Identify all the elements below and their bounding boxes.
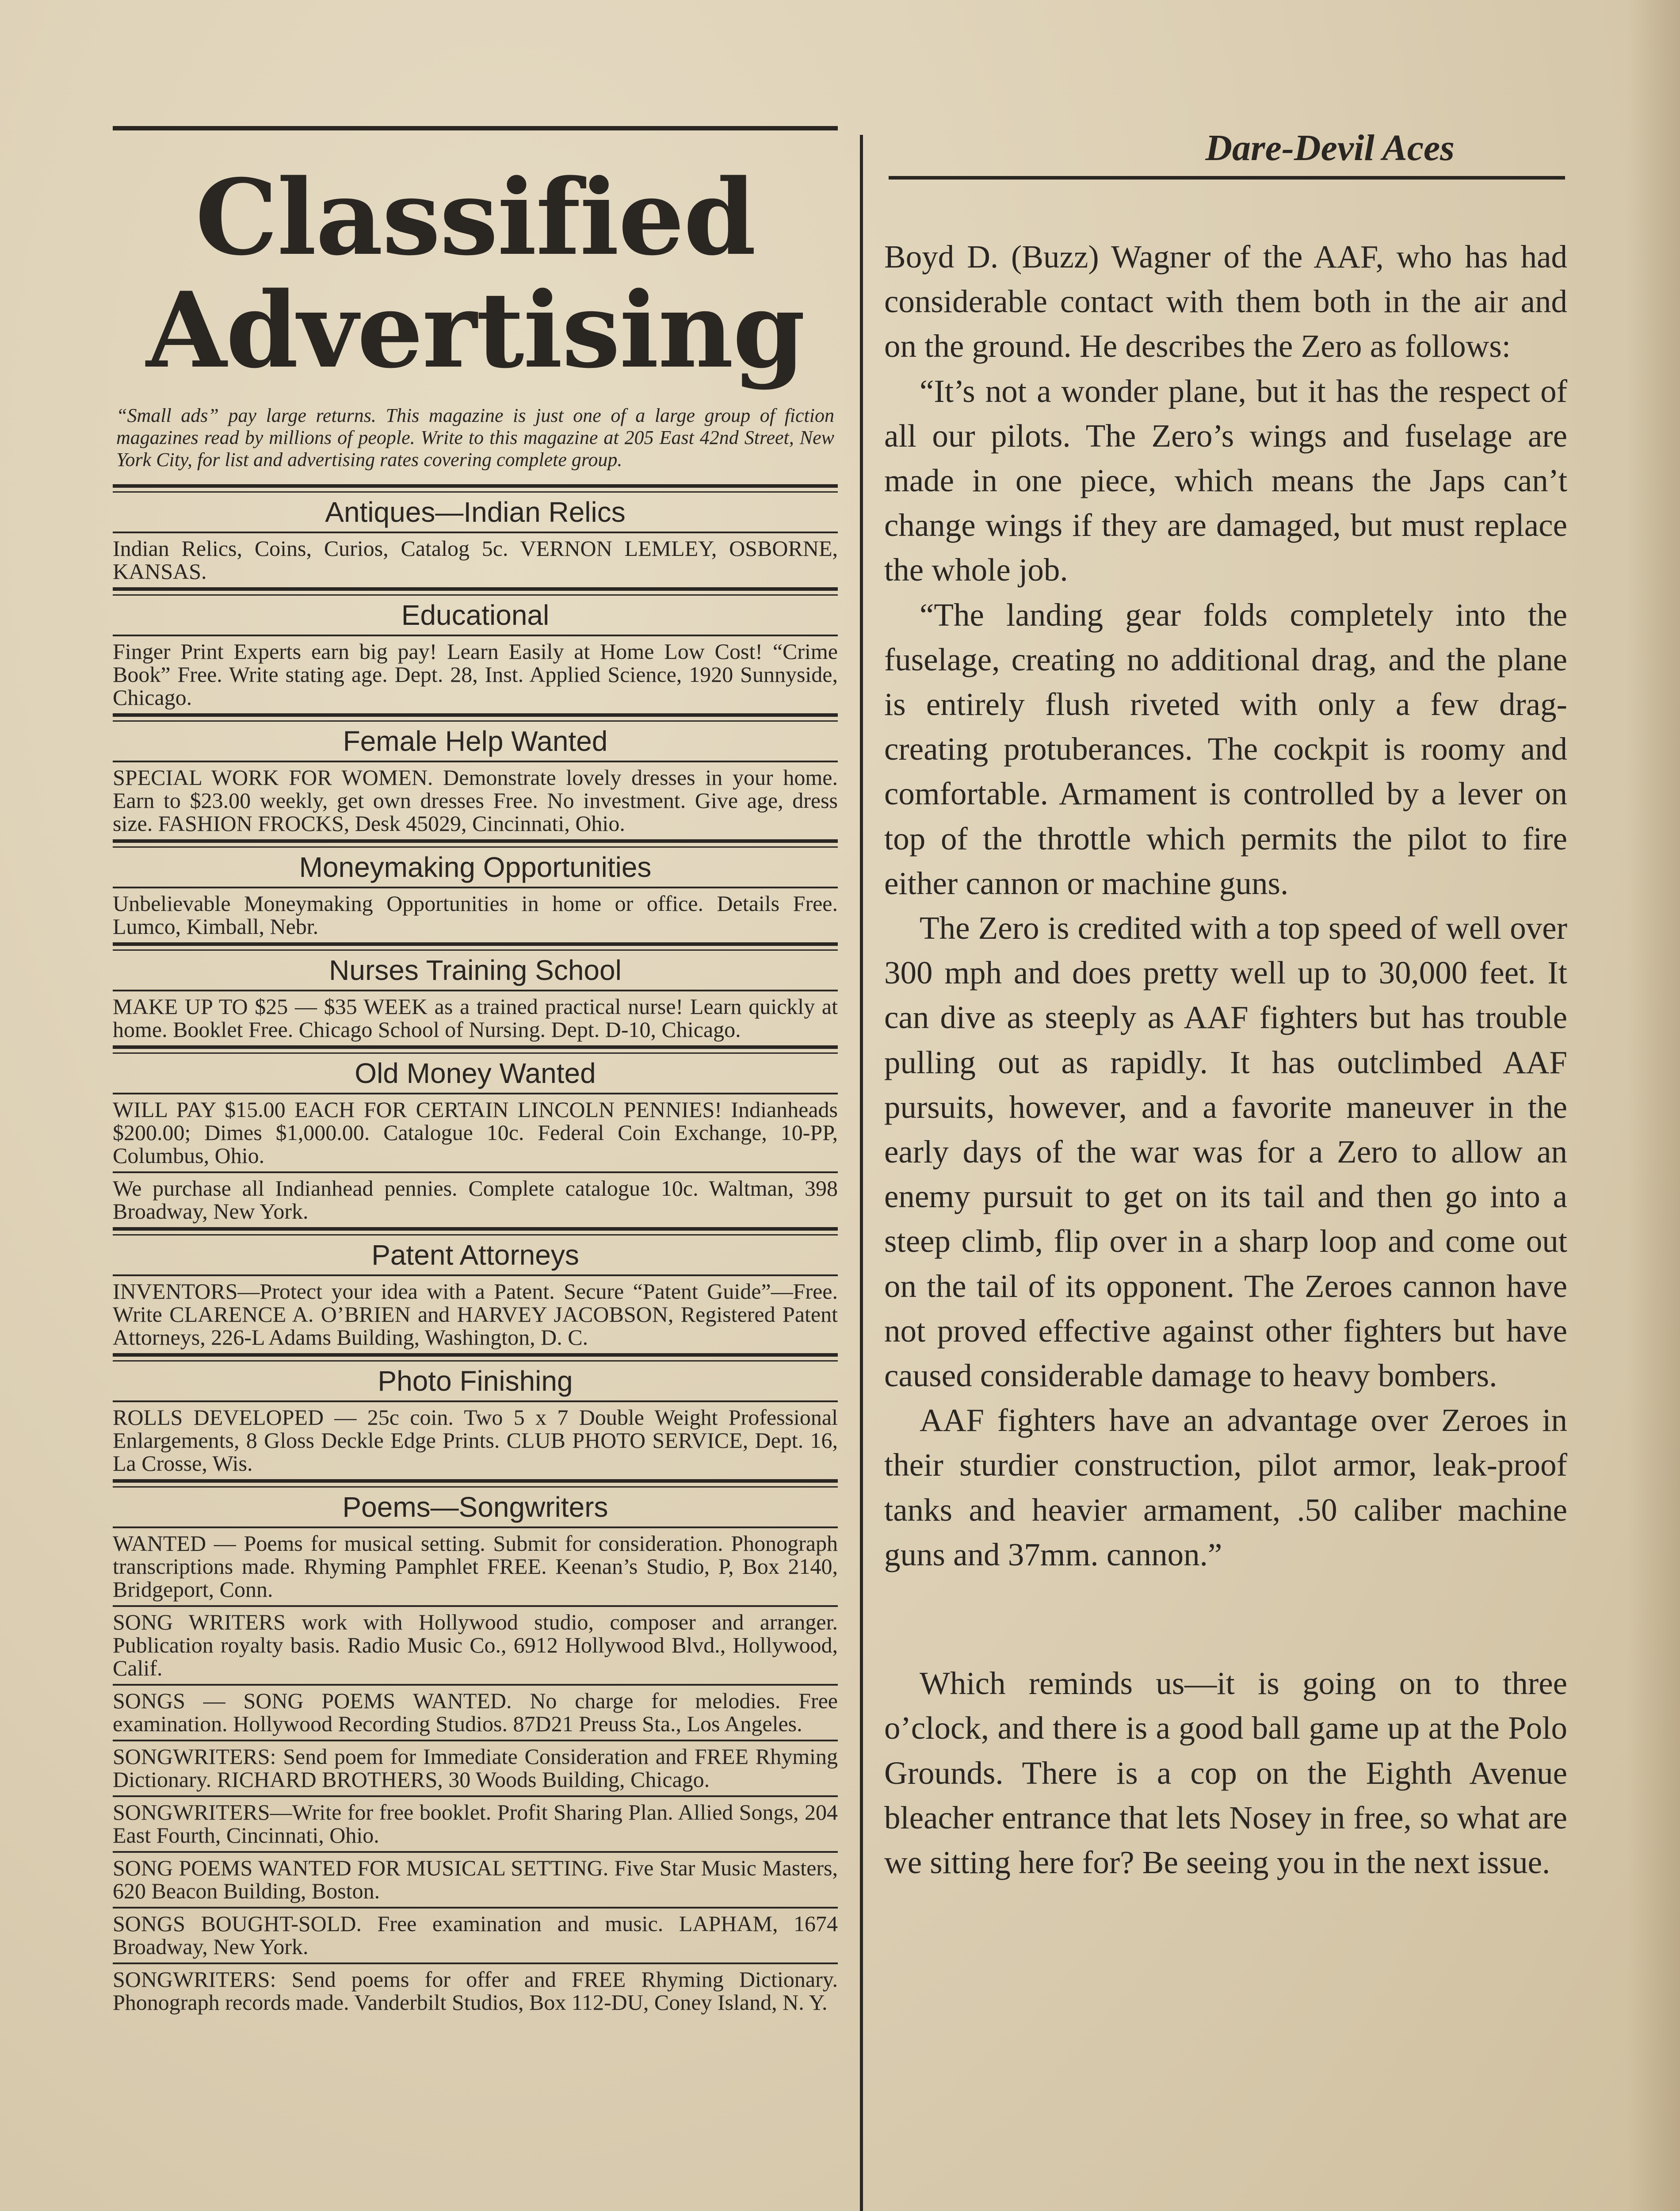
classified-ad: Finger Print Experts earn big pay! Learn Easily at Home Low Cost! “Crime Book” Free. Write stating age. Dept. 28, Inst. Applied Science, 1920 Sunnyside, Chicago. bbox=[113, 639, 838, 710]
title-line-2: Advertising bbox=[146, 269, 805, 391]
classified-ad: SONGWRITERS: Send poems for offer and FREE Rhyming Dictionary. Phonograph records made. Vanderbilt Studios, Box 112-DU, Coney Island, N. Y. bbox=[113, 1967, 838, 2015]
classified-ad: SONG WRITERS work with Hollywood studio, composer and arranger. Publication royalty basis. Radio Music Co., 6912 Hollywood Blvd., Hollywood, Calif. bbox=[113, 1610, 838, 1680]
category-heading: Photo Finishing bbox=[378, 1365, 573, 1397]
classified-ad: SONGS — SONG POEMS WANTED. No charge for melodies. Free examination. Hollywood Recording Studios. 87D21 Preuss Sta., Los Angeles. bbox=[113, 1688, 838, 1736]
category-heading: Old Money Wanted bbox=[355, 1057, 596, 1089]
category-heading: Patent Attorneys bbox=[371, 1239, 579, 1271]
classified-ad: ROLLS DEVELOPED — 25c coin. Two 5 x 7 Double Weight Professional Enlargements, 8 Gloss Deckle Edge Prints. CLUB PHOTO SERVICE, Dept. 16, La Crosse, Wis. bbox=[113, 1405, 838, 1476]
classified-ad: SONGWRITERS: Send poem for Immediate Consideration and FREE Rhyming Dictionary. RICHARD BROTHERS, 30 Woods Building, Chicago. bbox=[113, 1744, 838, 1792]
intro-text: “Small ads” pay large returns. This magazine is just one of a large group of fiction magazines read by millions of people. Write to this magazine at 205 East 42nd Street, New York City, for list and advertising rates covering complete group. bbox=[116, 405, 834, 471]
classified-ad: INVENTORS—Protect your idea with a Patent. Secure “Patent Guide”—Free. Write CLARENCE A. O’BRIEN and HARVEY JACOBSON, Registered Patent Attorneys, 226-L Adams Building, Washington, D. C. bbox=[113, 1279, 838, 1350]
article-paragraph: AAF fighters have an advantage over Zeroes in their sturdier construction, pilot armor, leak-proof tanks and heavier armament, .50 caliber machine guns and 37mm. cannon.” bbox=[884, 1402, 1567, 1572]
category-heading: Antiques—Indian Relics bbox=[325, 496, 626, 528]
running-head-rule bbox=[889, 176, 1565, 180]
classified-ad: Indian Relics, Coins, Curios, Catalog 5c. VERNON LEMLEY, OSBORNE, KANSAS. bbox=[113, 536, 838, 584]
article-paragraph: “The landing gear folds completely into the fuselage, creating no additional drag, and the plane is entirely flush riveted with only a few drag-creating protuberances. The cockpit is roomy and comfortable. Armament is controlled by a lever on top of the throttle which permits the pilot to fire either cannon or machine guns. bbox=[884, 597, 1567, 901]
section-rule bbox=[113, 587, 838, 596]
classified-ad: WILL PAY $15.00 EACH FOR CERTAIN LINCOLN PENNIES! Indianheads $200.00; Dimes $1,000.00. Catalogue 10c. Federal Coin Exchange, 10-PP, Columbus, Ohio. bbox=[113, 1097, 838, 1168]
article-paragraph: Boyd D. (Buzz) Wagner of the AAF, who has had considerable contact with them both in the air and on the ground. He describes the Zero as follows: bbox=[884, 239, 1567, 364]
article-paragraph: Which reminds us—it is going on to three o’clock, and there is a good ball game up at the Polo Grounds. There is a cop on the Eighth Avenue bleacher entrance that lets Nosey in free, so what are we sitting here for? Be seeing you in the next issue. bbox=[884, 1665, 1567, 1880]
classified-ad: MAKE UP TO $25 — $35 WEEK as a trained practical nurse! Learn quickly at home. Booklet Free. Chicago School of Nursing. Dept. D-10, Chicago. bbox=[113, 994, 838, 1042]
classified-ad: We purchase all Indianhead pennies. Complete catalogue 10c. Waltman, 398 Broadway, New York. bbox=[113, 1176, 838, 1224]
category-heading: Female Help Wanted bbox=[343, 725, 608, 757]
column-divider bbox=[860, 135, 863, 2211]
ad-sections bbox=[113, 484, 838, 2018]
top-rule bbox=[113, 126, 838, 130]
classified-ad: SONGS BOUGHT-SOLD. Free examination and music. LAPHAM, 1674 Broadway, New York. bbox=[113, 1911, 838, 1959]
section-rule bbox=[113, 942, 838, 951]
category-heading: Moneymaking Opportunities bbox=[299, 851, 652, 883]
section-rule bbox=[113, 1479, 838, 1488]
section-rule bbox=[113, 713, 838, 722]
category-heading: Educational bbox=[401, 599, 550, 631]
section-rule bbox=[113, 839, 838, 848]
classified-ad: WANTED — Poems for musical setting. Submit for consideration. Phonograph transcriptions made. Rhyming Pamphlet FREE. Keenan’s Studio, P, Box 2140, Bridgeport, Conn. bbox=[113, 1531, 838, 1602]
article-paragraph: The Zero is credited with a top speed of well over 300 mph and does pretty well up to 30,000 feet. It can dive as steeply as AAF fighters but has trouble pulling out as rapidly. It has outclimbed AAF pursuits, however, and a favorite maneuver in the early days of the war was for a Zero to allow an enemy pursuit to get on its tail and then go into a steep climb, flip over in a sharp loop and come out on the tail of its opponent. The Zeroes cannon have not proved effective against other fighters but have caused considerable damage to heavy bombers. bbox=[884, 910, 1567, 1394]
article-body bbox=[884, 234, 1567, 1885]
page-title bbox=[113, 157, 838, 391]
classified-ad: SONGWRITERS—Write for free booklet. Profit Sharing Plan. Allied Songs, 204 East Fourth, Cincinnati, Ohio. bbox=[113, 1800, 838, 1848]
category-heading: Nurses Training School bbox=[329, 954, 622, 986]
paragraph-gap bbox=[884, 1577, 1567, 1661]
section-rule bbox=[113, 1353, 838, 1362]
classified-ad: SONG POEMS WANTED FOR MUSICAL SETTING. Five Star Music Masters, 620 Beacon Building, Boston. bbox=[113, 1855, 838, 1903]
article-paragraph: “It’s not a wonder plane, but it has the respect of all our pilots. The Zero’s wings and fuselage are made in one piece, which means the Japs can’t change wings if they are damaged, but must replace the whole job. bbox=[884, 373, 1567, 588]
section-rule bbox=[113, 1045, 838, 1054]
classified-ad: Unbelievable Moneymaking Opportunities in home or office. Details Free. Lumco, Kimball, Nebr. bbox=[113, 891, 838, 939]
classified-ad: SPECIAL WORK FOR WOMEN. Demonstrate lovely dresses in your home. Earn to $23.00 weekly, get own dresses Free. No investment. Give age, dress size. FASHION FROCKS, Desk 45029, Cincinnati, Ohio. bbox=[113, 765, 838, 836]
section-rule bbox=[113, 1227, 838, 1236]
running-head: Dare-Devil Aces bbox=[1205, 127, 1455, 168]
page-shadow bbox=[1627, 0, 1680, 2211]
classified-column bbox=[113, 126, 838, 2211]
title-line-1: Classified bbox=[195, 157, 756, 279]
category-heading: Poems—Songwriters bbox=[342, 1491, 608, 1523]
section-rule bbox=[113, 484, 838, 493]
